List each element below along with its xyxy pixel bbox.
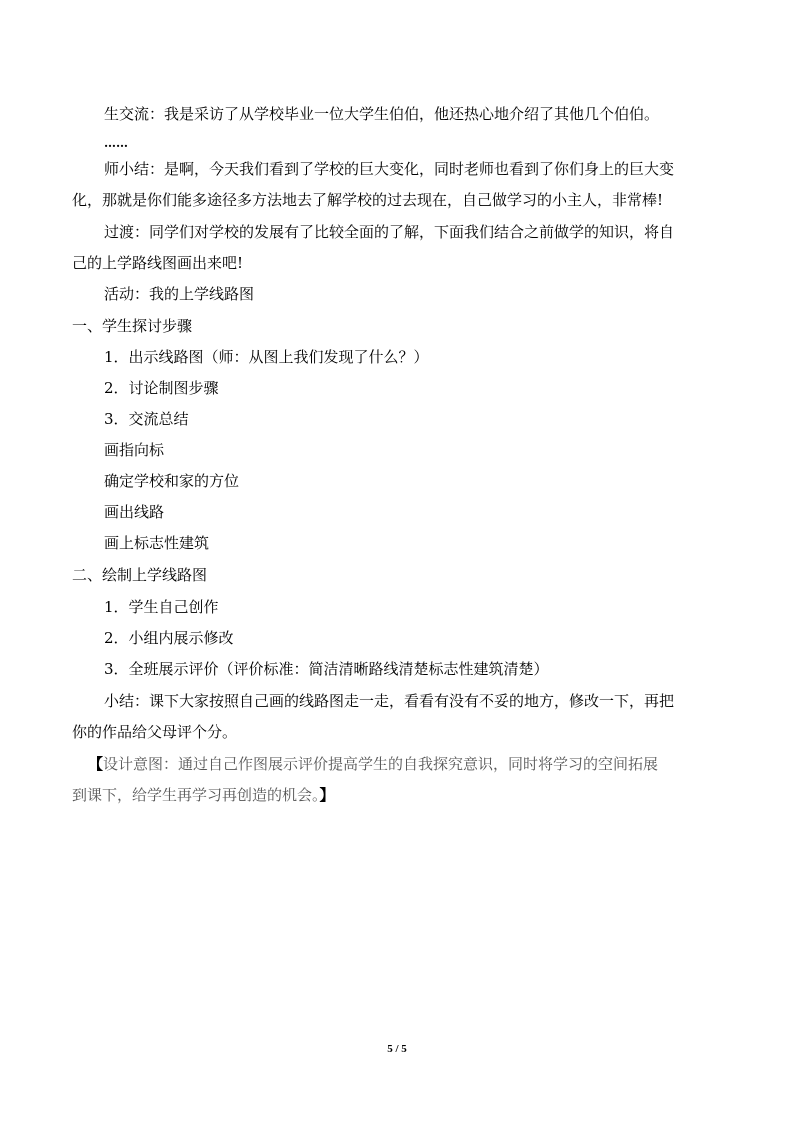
transition-line-2: 己的上学路线图画出来吧!: [72, 254, 244, 272]
sub-step-position: 确定学校和家的方位: [104, 472, 240, 490]
page-number: 5 / 5: [387, 1043, 407, 1055]
student-exchange-text: 生交流：我是采访了从学校毕业一位大学生伯伯，他还热心地介绍了其他几个伯伯。: [104, 105, 660, 123]
open-bracket: 【: [88, 755, 104, 773]
design-intent-text-1: 设计意图：通过自己作图展示评价提高学生的自我探究意识，同时将学习的空间拓展: [103, 755, 659, 773]
closing-summary-line-1: 小结：课下大家按照自己画的线路图走一走，看看有没有不妥的地方，修改一下，再把: [104, 692, 675, 710]
step-item-2: 2．讨论制图步骤: [104, 379, 219, 397]
sub-step-landmark: 画上标志性建筑: [104, 534, 210, 552]
section-heading-2: 二、绘制上学线路图: [72, 566, 208, 584]
teacher-summary-line-1: 师小结：是啊，今天我们看到了学校的巨大变化，同时老师也看到了你们身上的巨大变: [104, 160, 675, 178]
teacher-summary-line-2: 化，那就是你们能多途径多方法地去了解学校的过去现在，自己做学习的小主人，非常棒!: [72, 191, 664, 209]
ellipsis-text: ……: [104, 136, 128, 150]
step-item-3: 3．交流总结: [104, 410, 189, 428]
transition-line-1: 过渡：同学们对学校的发展有了比较全面的了解，下面我们结合之前做学的知识，将自: [104, 223, 675, 241]
step-item-1: 1．出示线路图（师：从图上我们发现了什么？）: [104, 348, 429, 366]
draw-item-3: 3．全班展示评价（评价标准：简洁清晰路线清楚标志性建筑清楚）: [104, 660, 549, 678]
activity-title: 活动：我的上学线路图: [104, 285, 255, 303]
sub-step-route: 画出线路: [104, 503, 165, 521]
design-intent-text-2: 到课下，给学生再学习再创造的机会。: [72, 786, 320, 804]
section-heading-1: 一、学生探讨步骤: [72, 317, 193, 335]
design-intent-line-1: [0, 754, 794, 774]
closing-summary-line-2: 你的作品给父母评个分。: [72, 723, 238, 741]
sub-step-compass: 画指向标: [104, 441, 165, 459]
draw-item-2: 2．小组内展示修改: [104, 629, 234, 647]
draw-item-1: 1．学生自己创作: [104, 598, 219, 616]
close-bracket: 】: [319, 786, 335, 804]
design-intent-line-2: [0, 785, 794, 805]
